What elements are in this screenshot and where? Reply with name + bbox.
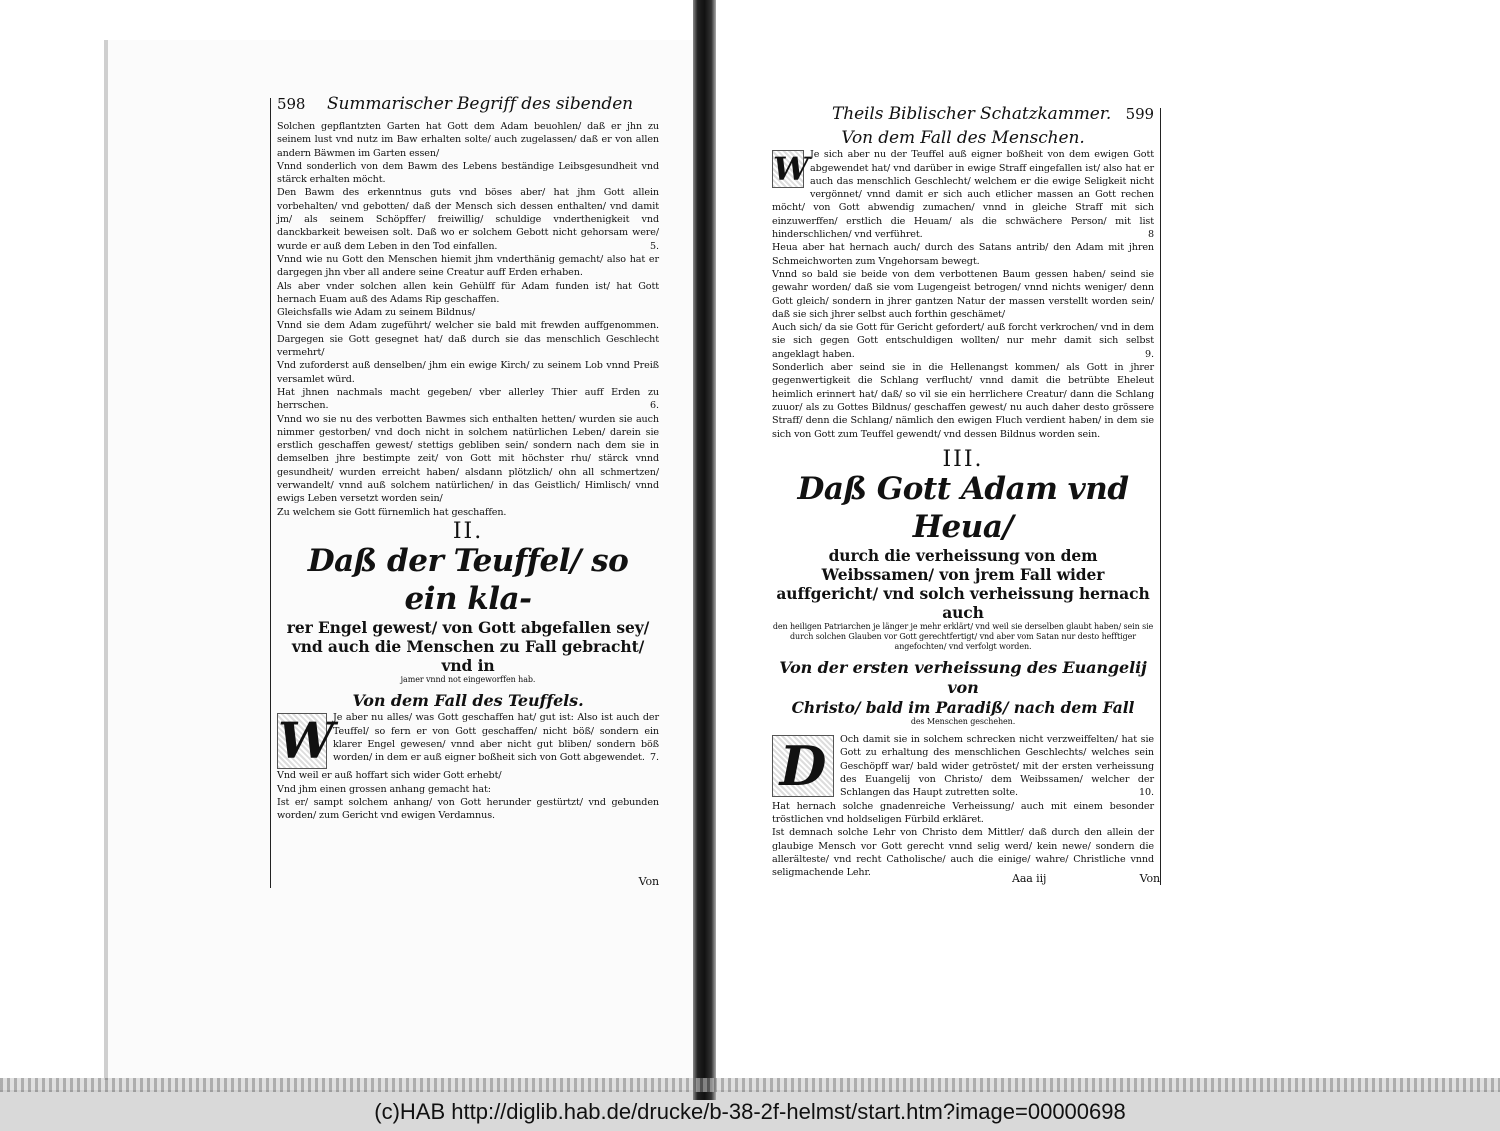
paragraph: Je sich aber nu der Teuffel auß eigner boßheit von dem ewigen Gott abgewendet hat/ vnd darüber in ewige Straff eingefallen ist/ also hat er auch das menschlich Geschlecht/ welchem er die ewige Seligkeit nicht vergönnet/ vnnd damit er sich auch etlicher massen an Gott rechen möcht/ von Gott abwendig zumachen/ vnnd in gleiche Straff mit sich einzuwerffen/ erstlich die Heuam/ als die schwächere Person/ mit list hinderschlichen/ vnd verführet. 8: [772, 149, 1154, 241]
paragraph: Vnd zuforderst auß denselben/ jhm ein ewige Kirch/ zu seinem Lob vnnd Preiß versamlet würd.: [277, 360, 659, 385]
drop-capital: W: [278, 711, 335, 771]
signature-mark: Aaa iij: [1012, 871, 1047, 885]
verse-marker: 5.: [650, 240, 659, 252]
drop-capital: D: [772, 735, 834, 797]
page-number: 598: [277, 95, 306, 113]
right-header: [772, 104, 1154, 130]
paragraph: Vnnd sie dem Adam zugeführt/ welcher sie bald mit frewden auffgenommen. Dargegen sie Gott gesegnet hat/ daß durch sie das menschlich Geschlecht vermehrt/: [277, 320, 659, 359]
running-title: Summarischer Begriff des sibenden: [327, 94, 634, 114]
verse-marker: 7.: [650, 752, 659, 764]
paragraph: Heua aber hat hernach auch/ durch des Satans antrib/ den Adam mit jhren Schmeichworten zum Vngehorsam bewegt.: [772, 242, 1154, 267]
section-number: II.: [452, 518, 484, 544]
catchword: Von: [1139, 871, 1160, 885]
paragraph: Hat hernach solche gnadenreiche Verheissung/ auch mit einem besonder tröstlichen vnd holdseligen Fürbild erkläret.: [772, 800, 1154, 825]
left-header: [277, 94, 659, 120]
paragraph: Vnd weil er auß hoffart sich wider Gott erhebt/: [277, 770, 502, 782]
section-title-continued: durch die verheissung von dem Weibssamen/ von jrem Fall wider auffgericht/ vnd solch verheissung hernach auch: [776, 546, 1150, 623]
subheading: Von dem Fall des Menschen.: [841, 128, 1085, 148]
paragraph: Vnnd wie nu Gott den Menschen hiemit jhm vnderthänig gemacht/ also hat er dargegen jhn vber all andere seine Creatur auff Erden erhaben.: [277, 253, 659, 279]
verse-marker: 8: [1147, 229, 1154, 241]
paragraph: Gleichsfalls wie Adam zu seinem Bildnus/: [277, 307, 476, 319]
paragraph: Sonderlich aber seind sie in die Hellenangst kommen/ als Gott in jhrer gegenwertigkeit die Schlang verflucht/ vnnd damit die betrübte Eheleut heimlich erinnert hat/ daß/ so vil sie ein herrlichere Creatur/ dann die Schlang zuuor/ als zu Gottes Bildnus/ geschaffen gewest/ nu auch daher desto grössere Straff/ denn die Schlang/ nämlich den ewigen Fluch verdient haben/ in dem sie sich von Gott zum Teuffel gewendt/ vnd dessen Bildnus worden sein.: [772, 362, 1154, 440]
right-text-column: [772, 104, 1161, 885]
copyright-url-footer: (c)HAB http://diglib.hab.de/drucke/b-38-2f-helmst/start.htm?image=00000698: [374, 1099, 1126, 1124]
section-number: III.: [942, 446, 984, 472]
running-title: Theils Biblischer Schatzkammer.: [832, 104, 1112, 124]
subheading-line2: Christo/ bald im Paradiß/ nach dem Fall: [791, 698, 1135, 718]
paragraph: Auch sich/ da sie Gott für Gericht gefordert/ auß forcht verkrochen/ vnd in dem sie sich gegen Gott entschuldigen wollten/ nur mehr damit sich selbst angeklagt haben. 9.: [772, 322, 1154, 360]
paragraph: Vnd jhm einen grossen anhang gemacht hat:: [277, 783, 491, 795]
paragraph: Hat jhnen nachmals macht gegeben/ vber allerley Thier auff Erden zu herrschen. 6.: [277, 386, 659, 412]
verse-marker: 10.: [1139, 787, 1154, 799]
left-text-column: [270, 94, 659, 888]
subheading: Von dem Fall des Teuffels.: [352, 691, 584, 711]
paragraph: Den Bawm des erkenntnus guts vnd böses aber/ hat jhm Gott allein vorbehalten/ vnd gebotten/ daß der Mensch sich dessen enthalten/ vnd damit jm/ als seinem Schöpffer/ freiwillig/ schuldige vnderthenigkeit vnd danckbarkeit beweisen solt. Daß wo er solchem Gebott nicht gehorsam were/ wurde er auß dem Leben in den Tod einfallen. 5.: [277, 187, 659, 252]
paragraph: Als aber vnder solchen allen kein Gehülff für Adam funden ist/ hat Gott hernach Euam auß des Adams Rip geschaffen.: [277, 280, 659, 305]
paragraph: Och damit sie in solchem schrecken nicht verzweiffelten/ hat sie Gott zu erhaltung des menschlichen Geschlechts/ welches sein Geschöpff war/ bald wider getröstet/ mit der ersten verheissung des Euangelij von Christo/ dem Weibssamen/ welcher der Schlangen das Haupt zutretten solte. 10.: [840, 734, 1154, 799]
paragraph: Vnnd wo sie nu des verbotten Bawmes sich enthalten hetten/ wurden sie auch nimmer gestorben/ vnd doch nicht in solchem natürlichen Leben/ darein sie erstlich geschaffen gewest/ stettigs gebliben sein/ sondern nach dem sie in demselben jhre bestimpte zeit/ von Gott mit höchster rhu/ stärck vnnd gesundheit/ wurden erreicht haben/ alsdann plötzlich/ ohn all schmertzen/ verwandelt/ vnnd auß solchem natürlichen/ in das Geistlich/ Himlisch/ vnnd ewigs Leben versetzt worden sein/: [277, 413, 659, 505]
paragraph: Vnnd so bald sie beide von dem verbottenen Baum gessen haben/ seind sie gewahr worden/ daß sie vom Lugengeist betrogen/ vnnd nichts weniger/ denn Gott gleich/ sondern in jhrer gantzen Natur der massen verstellt worden sein/ daß sie sich jhrer selbst auch forthin geschämet/: [772, 268, 1154, 320]
drop-capital: W: [773, 150, 809, 189]
section-title: Daß Gott Adam vnd Heua/: [797, 471, 1129, 546]
section-title-continued: rer Engel gewest/ von Gott abgefallen sey/ vnd auch die Menschen zu Fall gebracht/ vnd in: [286, 618, 650, 676]
section-title: Daß der Teuffel/ so ein kla-: [307, 543, 629, 618]
page-number: 599: [1125, 105, 1154, 123]
subheading: Von der ersten verheissung des Euangelij von: [779, 658, 1147, 698]
verse-marker: 6.: [650, 400, 659, 412]
paragraph: Solchen gepflantzten Garten hat Gott dem Adam beuohlen/ daß er jhn zu seinem lust vnd nutz im Baw erhalten solte/ auch zugelassen/ daß er von allen andern Bäwmen im Garten essen/: [277, 121, 659, 159]
paragraph: Ist er/ sampt solchem anhang/ von Gott herunder gestürtzt/ vnd gebunden worden/ zum Gericht vnd ewigen Verdamnus.: [277, 796, 659, 822]
subheading-line3: des Menschen geschehen.: [910, 717, 1016, 727]
book-gutter: [693, 0, 716, 1100]
verse-marker: 9.: [1145, 348, 1154, 360]
scan-edge: [0, 1078, 1500, 1092]
paragraph: Vnnd sonderlich von dem Bawm des Lebens beständige Leibsgesundheit vnd stärck erhalten möcht.: [277, 160, 659, 186]
catchword: Von: [638, 874, 659, 888]
section-title-small: jamer vnnd not eingeworffen hab.: [400, 675, 536, 685]
section-title-small: den heiligen Patriarchen je länger je mehr erklärt/ vnd weil sie derselben glaubt haben/ sein sie durch solchen Glauben vor Gott gerechtfertigt/ vnd aber vom Satan nur desto hefftiger angefochten/ vnd verfolgt worden.: [772, 622, 1154, 652]
paragraph: Ist demnach solche Lehr von Christo dem Mittler/ daß durch den allein der glaubige Mensch vor Gott gerecht vnnd selig werd/ kein newe/ sondern die allerälteste/ vnd recht Catholische/ auch die einige/ wahre/ Christliche vnnd seligmachende Lehr.: [772, 827, 1154, 879]
paragraph: Zu welchem sie Gott fürnemlich hat geschaffen.: [277, 506, 507, 518]
paragraph: Je aber nu alles/ was Gott geschaffen hat/ gut ist: Also ist auch der Teuffel/ so fern er von Gott geschaffen/ nicht böß/ sondern ein klarer Engel gewesen/ vnnd aber nicht gut bliben/ sondern böß worden/ in dem er auß eigner boßheit sich von Gott abgewendet. 7.: [333, 712, 659, 764]
